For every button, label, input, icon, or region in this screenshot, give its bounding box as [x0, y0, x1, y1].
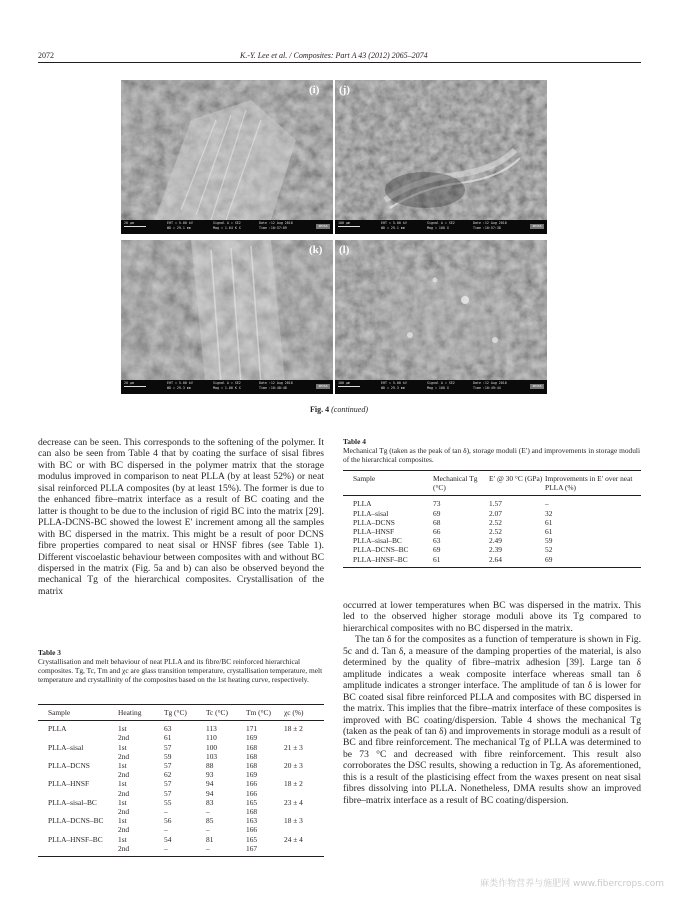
table-cell: 85	[206, 816, 214, 826]
table3-row	[38, 835, 324, 844]
table-cell: 93	[206, 770, 214, 780]
table-cell: –	[206, 843, 210, 853]
table-cell: 168	[246, 761, 258, 771]
table-cell: 66	[433, 527, 441, 537]
table-cell	[38, 733, 118, 742]
table-cell: PLLA–sisal–BC	[48, 797, 97, 807]
table-cell: PLLA–DCNS–BC	[48, 816, 104, 826]
table4-body	[343, 496, 641, 567]
table-cell	[284, 770, 324, 779]
table-cell	[284, 733, 324, 742]
table-cell: 88	[206, 761, 214, 771]
table-cell: 69	[433, 545, 441, 555]
wd-readout: WD = 29.1 mm	[167, 226, 191, 230]
table4-caption-block	[343, 437, 641, 464]
figure-caption-label: Fig. 4	[310, 405, 330, 414]
table-cell: 110	[206, 733, 217, 743]
table-cell	[284, 807, 324, 816]
table-cell: PLLA	[48, 724, 67, 734]
table-cell: 165	[246, 797, 258, 807]
table4-row	[343, 555, 641, 568]
table-cell: PLLA–DCNS	[48, 761, 90, 771]
table4	[343, 470, 641, 568]
table3-header-cell: χc (%)	[284, 708, 304, 717]
table4-row	[343, 527, 641, 536]
table-cell: 165	[246, 834, 258, 844]
table-cell: 32	[545, 508, 553, 518]
table-cell: 59	[545, 536, 553, 546]
table-cell: 1st	[118, 797, 127, 807]
left-column-text	[38, 437, 324, 597]
left-paragraph: decrease can be seen. This corresponds to the softening of the polymer. It can also be seen from Table 4 that by coating the surface of sisal fibres with BC or with BC dispersed in the polymer matrix that the storage modulus improved in comparison to neat PLLA (by at least 52%) or neat sisal reinforced PLLA composites (by at least 15%). The former is due to the enhanced fibre–matrix interface as a result of BC coating and the latter is thought to be due to the inclusion of rigid BC into the matrix [29]. PLLA-DCNS-BC showed the lowest E′ increment among all the samples with BC dispersed in the matrix. This might be a result of poor DCNS fibre properties compared to neat sisal or HNSF fibres (see Table 1). Different viscoelastic behaviour between composites with and without BC dispersed in the matrix (Fig. 5a and b) can also be observed beyond the mechanical Tg of the hierarchical composites. Crystallisation of the matrix	[38, 437, 324, 597]
table-cell: 56	[164, 816, 172, 826]
table-cell: PLLA–DCNS	[353, 517, 395, 527]
sem-infobar-k	[121, 380, 333, 394]
table-cell: PLLA–HNSF–BC	[48, 834, 103, 844]
table-cell	[38, 789, 118, 798]
table4-header-cell: Improvements in E′ over neat PLLA (%)	[545, 474, 633, 493]
table-cell: 2.52	[489, 527, 502, 537]
table-cell: 1st	[118, 779, 127, 789]
right-paragraph-2: The tan δ for the composites as a function of temperature is shown in Fig. 5c and d. Tan δ, a measure of the damping properties of the material, is also determined by the quality of fibre–matrix adhesion [39]. Large tan δ amplitude indicates a weak composite interface whereas small tan δ amplitude indicates a stronger interface. The amplitude of tan δ is lower for BC coated sisal fibre reinforced PLLA and composites with BC dispersed in the matrix. This implies that the fibre–matrix interface of these composites is improved with BC coating/dispersion. Table 4 shows the mechanical Tg (taken as the peak of tan δ) and improvements in storage moduli as a result of BC and fibre reinforcement. The mechanical Tg of PLLA was determined to be 73 °C and decreased with fibre reinforcement. This result also corroborates the DSC results, showing a reduction in Tg. As aforementioned, this is a result of the plasticising effect from the waxes present on neat sisal fibres dissolving into PLLA. Nonetheless, DMA results show an improved fibre–matrix interface as a result of BC coating/dispersion.	[343, 634, 641, 806]
sem-panel-j	[335, 80, 547, 234]
table-cell: 68	[433, 517, 441, 527]
table-cell: 168	[246, 751, 258, 761]
wd-readout: WD = 29.3 mm	[167, 386, 191, 390]
time-readout: Time :10:57:09	[259, 226, 287, 230]
table3-row	[38, 844, 324, 857]
table-cell: 1.57	[489, 499, 502, 509]
panel-label-j: (j)	[339, 84, 350, 96]
date-readout: Date :12 Aug 2010	[259, 381, 293, 385]
panel-label-l: (l)	[339, 244, 350, 256]
eht-readout: EHT = 5.00 kV	[167, 221, 193, 225]
table-cell: 167	[246, 843, 258, 853]
table-cell: 1st	[118, 761, 127, 771]
sem-panel-l	[335, 240, 547, 394]
table-cell: –	[164, 825, 168, 835]
table-cell: PLLA–sisal–BC	[353, 536, 402, 546]
signal-readout: Signal A = SE2	[427, 381, 455, 385]
table-cell: 168	[246, 742, 258, 752]
table-cell: 57	[164, 779, 172, 789]
table3-body	[38, 721, 324, 857]
sem-image-l	[335, 240, 547, 394]
scale-bar	[338, 386, 360, 387]
date-readout: Date :12 Aug 2010	[473, 381, 507, 385]
table-cell: PLLA–HNSF–BC	[353, 554, 408, 564]
sem-infobar-l	[335, 380, 547, 394]
table-cell: 69	[545, 554, 553, 564]
sem-image-j	[335, 80, 547, 234]
table-cell: 2nd	[118, 843, 130, 853]
table-cell: 73	[433, 499, 441, 509]
scale-bar-label: 20 μm	[124, 221, 134, 225]
table-cell: PLLA–sisal	[48, 742, 84, 752]
table3-row	[38, 761, 324, 770]
eht-readout: EHT = 5.00 kV	[381, 221, 407, 225]
table-cell: 1st	[118, 742, 127, 752]
mag-readout: Mag = 1.64 K X	[213, 226, 241, 230]
table4-row	[343, 545, 641, 554]
sem-image-i	[121, 80, 333, 234]
watermark-text: 麻类作物营养与施肥网 www.fibercrops.com	[480, 879, 664, 889]
table-cell: 20 ± 3	[284, 761, 303, 771]
table-cell: 166	[246, 779, 258, 789]
table-cell: 2.39	[489, 545, 502, 555]
table-cell: 1st	[118, 834, 127, 844]
right-column-text	[343, 600, 641, 806]
table-cell: –	[164, 807, 168, 817]
figure-caption-text: (continued)	[331, 405, 368, 414]
table-cell	[284, 789, 324, 798]
table3-row	[38, 798, 324, 807]
table-cell: PLLA	[353, 499, 372, 509]
table-cell: 100	[206, 742, 218, 752]
signal-readout: Signal A = SE2	[213, 381, 241, 385]
table-cell: 18 ± 3	[284, 816, 303, 826]
table-cell: 2nd	[118, 807, 130, 817]
zeiss-logo: ZEISS	[530, 384, 544, 389]
table3-row	[38, 816, 324, 825]
table-cell: 63	[164, 724, 172, 734]
table-cell: 166	[246, 825, 258, 835]
table-cell: –	[206, 807, 210, 817]
table-cell: 69	[433, 508, 441, 518]
wd-readout: WD = 29.1 mm	[381, 226, 405, 230]
table-cell: 57	[164, 742, 172, 752]
table-cell: 23 ± 4	[284, 797, 303, 807]
wd-readout: WD = 29.3 mm	[381, 386, 405, 390]
table-cell: 2nd	[118, 751, 130, 761]
table-cell: 61	[545, 527, 553, 537]
mag-readout: Mag = 100 X	[427, 386, 449, 390]
zeiss-logo: ZEISS	[530, 224, 544, 229]
table-cell: 81	[206, 834, 214, 844]
table-cell: 1st	[118, 724, 127, 734]
time-readout: Time :10:57:38	[473, 226, 501, 230]
table-cell: 61	[545, 517, 553, 527]
table-cell: 113	[206, 724, 217, 734]
table-cell: 166	[246, 788, 258, 798]
date-readout: Date :12 Aug 2010	[473, 221, 507, 225]
table-cell	[284, 825, 324, 834]
table4-header-cell: E′ @ 30 °C (GPa)	[489, 474, 543, 483]
table3-row	[38, 721, 324, 734]
sem-infobar-i	[121, 220, 333, 234]
table-cell: 2.52	[489, 517, 502, 527]
table-cell: 171	[246, 724, 258, 734]
table-cell: 2.07	[489, 508, 502, 518]
table-cell: 59	[164, 751, 172, 761]
table-cell: 2nd	[118, 770, 130, 780]
table-cell: 57	[164, 788, 172, 798]
mag-readout: Mag = 100 X	[427, 226, 449, 230]
table-cell	[38, 807, 118, 816]
time-readout: Time :10:48:48	[259, 386, 287, 390]
table-cell: –	[164, 843, 168, 853]
table-cell	[284, 752, 324, 761]
table3-header-cell: Heating	[118, 708, 142, 717]
time-readout: Time :10:49:44	[473, 386, 501, 390]
table3-header-cell: Tc (°C)	[206, 708, 228, 717]
table-cell: 18 ± 2	[284, 779, 303, 789]
table-cell: 2.64	[489, 554, 502, 564]
table-cell	[38, 825, 118, 834]
table3-row	[38, 789, 324, 798]
table3-row	[38, 825, 324, 834]
table3-row	[38, 752, 324, 761]
sem-panel-k	[121, 240, 333, 394]
figure-caption	[0, 405, 678, 414]
panel-label-i: (i)	[309, 84, 320, 96]
table4-caption: Mechanical Tg (taken as the peak of tan δ), storage moduli (E′) and improvements in storage moduli of the hierarchical composites.	[343, 446, 641, 464]
table-cell: 57	[164, 761, 172, 771]
table3-row	[38, 779, 324, 788]
table-cell: –	[545, 499, 549, 509]
table-cell: 63	[433, 536, 441, 546]
table-cell: 2nd	[118, 788, 130, 798]
table-cell: 21 ± 3	[284, 742, 303, 752]
table3-header-cell: Sample	[48, 708, 71, 717]
table-cell: 52	[545, 545, 553, 555]
signal-readout: Signal A = SE2	[427, 221, 455, 225]
table-cell: 169	[246, 733, 258, 743]
table4-title: Table 4	[343, 437, 366, 446]
zeiss-logo: ZEISS	[316, 384, 330, 389]
table-cell: 62	[164, 770, 172, 780]
scale-bar-label: 20 μm	[124, 381, 134, 385]
table-cell: PLLA–sisal	[353, 508, 389, 518]
table-cell	[38, 770, 118, 779]
table3-header-cell: Tg (°C)	[164, 708, 187, 717]
table4-row	[343, 518, 641, 527]
scale-bar	[124, 226, 146, 227]
sem-infobar-j	[335, 220, 547, 234]
table-cell: 2.49	[489, 536, 502, 546]
eht-readout: EHT = 5.00 kV	[167, 381, 193, 385]
table-cell: 61	[164, 733, 172, 743]
table-cell: 61	[433, 554, 441, 564]
table4-row	[343, 509, 641, 518]
table-cell: 94	[206, 779, 214, 789]
scale-bar-label: 100 μm	[338, 381, 350, 385]
zeiss-logo: ZEISS	[316, 224, 330, 229]
table4-header-cell: Sample	[353, 474, 376, 483]
table3-caption-block	[38, 648, 324, 684]
mag-readout: Mag = 1.00 K X	[213, 386, 241, 390]
sem-image-k	[121, 240, 333, 394]
right-paragraph-1: occurred at lower temperatures when BC was dispersed in the matrix. This led to the observed higher storage moduli above its Tg compared to hierarchical composites with no BC dispersed in the matrix.	[343, 600, 641, 634]
table-cell: 18 ± 2	[284, 724, 303, 734]
table-cell: PLLA–HNSF	[353, 527, 395, 537]
table-cell: 83	[206, 797, 214, 807]
table3-header-cell: Tm (°C)	[246, 708, 271, 717]
table-cell: 163	[246, 816, 258, 826]
page-number: 2072	[38, 51, 54, 60]
table-cell: 55	[164, 797, 172, 807]
scale-bar	[338, 226, 360, 227]
table-cell	[38, 752, 118, 761]
table3-title: Table 3	[38, 648, 61, 657]
table-cell: 103	[206, 751, 218, 761]
table3-row	[38, 733, 324, 742]
table-cell	[284, 844, 324, 857]
table3-row	[38, 770, 324, 779]
signal-readout: Signal A = SE2	[213, 221, 241, 225]
scale-bar	[124, 386, 146, 387]
table-cell: 168	[246, 807, 258, 817]
date-readout: Date :12 Aug 2010	[259, 221, 293, 225]
table-cell: –	[206, 825, 210, 835]
table4-header-row	[343, 471, 641, 496]
table3-header-row	[38, 705, 324, 721]
table-cell: 54	[164, 834, 172, 844]
table-cell: 2nd	[118, 733, 130, 743]
panel-label-k: (k)	[309, 244, 323, 256]
table4-header-cell: Mechanical Tg (°C)	[433, 474, 478, 493]
eht-readout: EHT = 5.00 kV	[381, 381, 407, 385]
running-header: K.-Y. Lee et al. / Composites: Part A 43 (2012) 2065–2074	[240, 51, 428, 60]
table-cell: 94	[206, 788, 214, 798]
table-cell: 2nd	[118, 825, 130, 835]
table-cell: 1st	[118, 816, 127, 826]
sem-panel-i	[121, 80, 333, 234]
scale-bar-label: 100 μm	[338, 221, 350, 225]
table-cell: 169	[246, 770, 258, 780]
table4-row	[343, 496, 641, 509]
table3-row	[38, 807, 324, 816]
table-cell: PLLA–HNSF	[48, 779, 90, 789]
table3-row	[38, 743, 324, 752]
header-rule	[38, 62, 641, 63]
table-cell: 24 ± 4	[284, 834, 303, 844]
table4-row	[343, 536, 641, 545]
table-cell: PLLA–DCNS–BC	[353, 545, 409, 555]
table3-caption: Crystallisation and melt behaviour of neat PLLA and its fibre/BC reinforced hierarchical composites. Tg, Tc, Tm and χc are glass transition temperature, crystallisation temperature, melt temperature and crystallinity of the composites based on the 1st heating curve, respectively.	[38, 657, 323, 684]
table-cell	[38, 844, 118, 857]
table3	[38, 704, 324, 857]
